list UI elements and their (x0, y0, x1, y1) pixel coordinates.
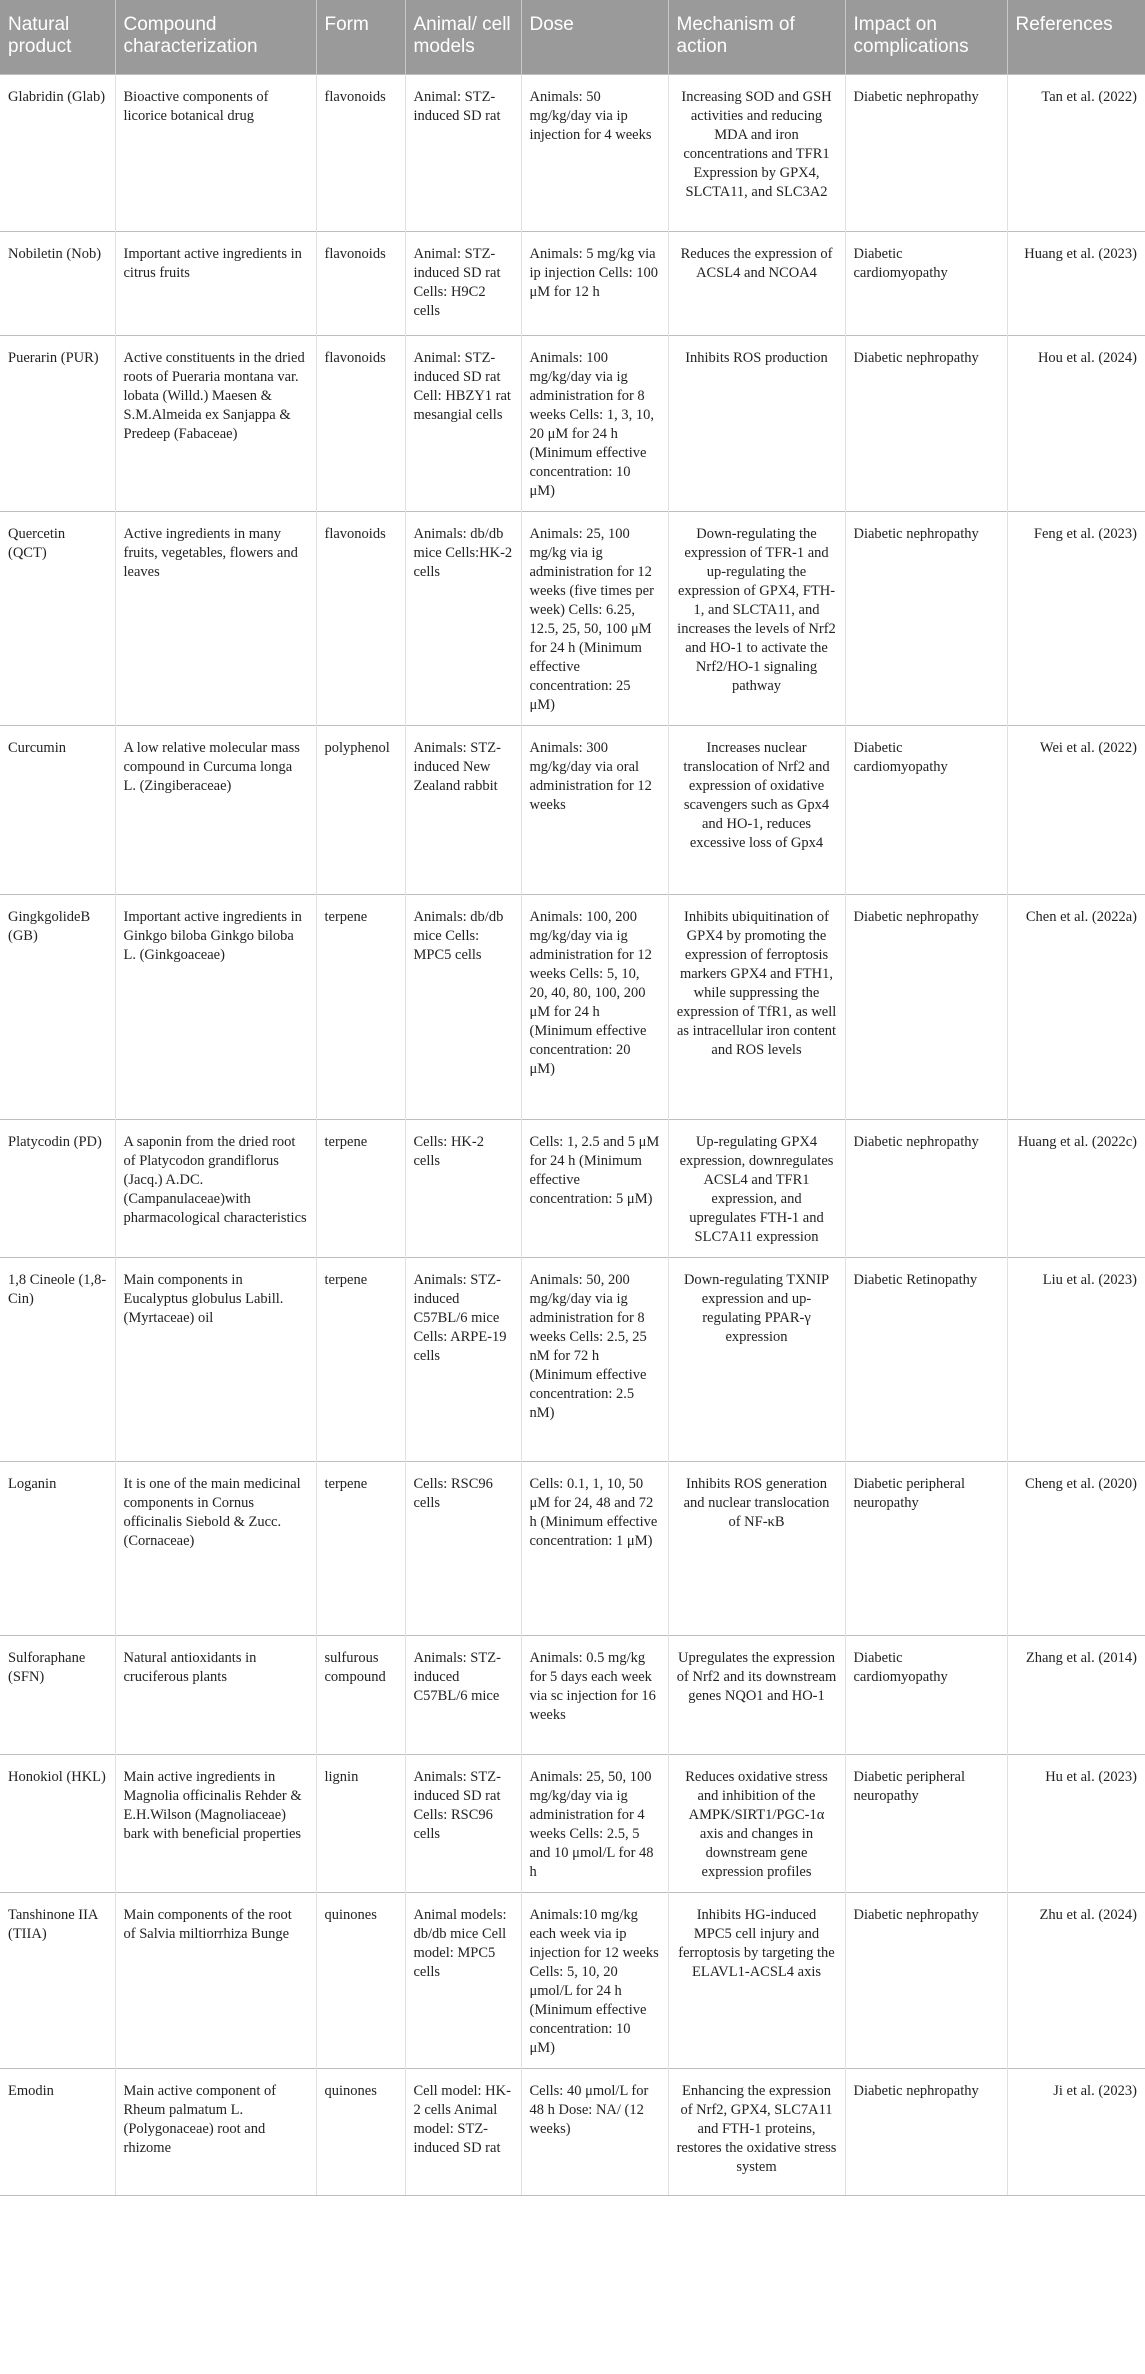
table-row (0, 1635, 1145, 1754)
cell-reference: Tan et al. (2022) (1007, 74, 1145, 231)
cell-reference: Zhu et al. (2024) (1007, 1892, 1145, 2068)
cell-mechanism: Down-regulating TXNIP expression and up-regulating PPAR-γ expression (668, 1257, 845, 1461)
header-compound-characterization: Compound characterization (115, 0, 316, 74)
cell-product: Honokiol (HKL) (0, 1754, 115, 1892)
table-row (0, 1754, 1145, 1892)
cell-dose: Animals: 25, 50, 100 mg/kg/day via ig administration for 4 weeks Cells: 2.5, 5 and 10 μmol/L for 48 h (521, 1754, 668, 1892)
cell-product: Loganin (0, 1461, 115, 1635)
table-header-row (0, 0, 1145, 74)
header-natural-product: Natural product (0, 0, 115, 74)
cell-reference: Huang et al. (2023) (1007, 231, 1145, 335)
table-row (0, 725, 1145, 894)
cell-form: terpene (316, 894, 405, 1119)
table-row (0, 894, 1145, 1119)
cell-models: Animals: STZ-induced C57BL/6 mice Cells: ARPE-19 cells (405, 1257, 521, 1461)
cell-compound: Main components of the root of Salvia miltiorrhiza Bunge (115, 1892, 316, 2068)
cell-form: flavonoids (316, 511, 405, 725)
cell-compound: Important active ingredients in citrus fruits (115, 231, 316, 335)
cell-product: Glabridin (Glab) (0, 74, 115, 231)
cell-impact: Diabetic Retinopathy (845, 1257, 1007, 1461)
cell-dose: Cells: 0.1, 1, 10, 50 μM for 24, 48 and 72 h (Minimum effective concentration: 1 μM) (521, 1461, 668, 1635)
cell-mechanism: Inhibits ROS production (668, 335, 845, 511)
table-row (0, 335, 1145, 511)
cell-reference: Zhang et al. (2014) (1007, 1635, 1145, 1754)
table-row (0, 1257, 1145, 1461)
cell-mechanism: Up-regulating GPX4 expression, downregulates ACSL4 and TFR1 expression, and upregulates FTH-1 and SLC7A11 expression (668, 1119, 845, 1257)
cell-reference: Hou et al. (2024) (1007, 335, 1145, 511)
cell-compound: A saponin from the dried root of Platycodon grandiflorus (Jacq.) A.DC. (Campanulaceae)with pharmacological characteristics (115, 1119, 316, 1257)
cell-reference: Feng et al. (2023) (1007, 511, 1145, 725)
cell-dose: Animals:10 mg/kg each week via ip injection for 12 weeks Cells: 5, 10, 20 μmol/L for 24 h (Minimum effective concentration: 10 μM) (521, 1892, 668, 2068)
cell-form: terpene (316, 1257, 405, 1461)
table-row (0, 231, 1145, 335)
cell-impact: Diabetic nephropathy (845, 74, 1007, 231)
cell-compound: Important active ingredients in Ginkgo biloba Ginkgo biloba L. (Ginkgoaceae) (115, 894, 316, 1119)
cell-impact: Diabetic cardiomyopathy (845, 231, 1007, 335)
cell-impact: Diabetic nephropathy (845, 1892, 1007, 2068)
cell-impact: Diabetic nephropathy (845, 894, 1007, 1119)
header-references: References (1007, 0, 1145, 74)
cell-product: GingkgolideB (GB) (0, 894, 115, 1119)
cell-form: terpene (316, 1119, 405, 1257)
cell-mechanism: Inhibits HG-induced MPC5 cell injury and ferroptosis by targeting the ELAVL1-ACSL4 axis (668, 1892, 845, 2068)
cell-dose: Animals: 100 mg/kg/day via ig administration for 8 weeks Cells: 1, 3, 10, 20 μM for 24 h (Minimum effective concentration: 10 μM) (521, 335, 668, 511)
cell-models: Animal models: db/db mice Cell model: MPC5 cells (405, 1892, 521, 2068)
cell-product: Tanshinone IIA (TIIA) (0, 1892, 115, 2068)
cell-mechanism: Inhibits ubiquitination of GPX4 by promoting the expression of ferroptosis markers GPX4 and FTH1, while suppressing the expression of TfR1, as well as intracellular iron content and ROS levels (668, 894, 845, 1119)
cell-form: flavonoids (316, 335, 405, 511)
cell-reference: Hu et al. (2023) (1007, 1754, 1145, 1892)
cell-mechanism: Increasing SOD and GSH activities and reducing MDA and iron concentrations and TFR1 Expression by GPX4, SLCTA11, and SLC3A2 (668, 74, 845, 231)
cell-compound: Main active component of Rheum palmatum L. (Polygonaceae) root and rhizome (115, 2068, 316, 2195)
cell-mechanism: Reduces the expression of ACSL4 and NCOA4 (668, 231, 845, 335)
header-mechanism-of-action: Mechanism of action (668, 0, 845, 74)
cell-dose: Animals: 300 mg/kg/day via oral administration for 12 weeks (521, 725, 668, 894)
cell-impact: Diabetic nephropathy (845, 1119, 1007, 1257)
header-impact-on-complications: Impact on complications (845, 0, 1007, 74)
header-animal-cell-models: Animal/ cell models (405, 0, 521, 74)
cell-form: flavonoids (316, 74, 405, 231)
cell-reference: Wei et al. (2022) (1007, 725, 1145, 894)
cell-impact: Diabetic peripheral neuropathy (845, 1754, 1007, 1892)
cell-product: Emodin (0, 2068, 115, 2195)
cell-product: 1,8 Cineole (1,8-Cin) (0, 1257, 115, 1461)
table-row (0, 74, 1145, 231)
cell-compound: Active constituents in the dried roots of Pueraria montana var. lobata (Willd.) Maesen & S.M.Almeida ex Sanjappa & Predeep (Fabaceae) (115, 335, 316, 511)
cell-mechanism: Inhibits ROS generation and nuclear translocation of NF-κB (668, 1461, 845, 1635)
cell-form: quinones (316, 2068, 405, 2195)
cell-models: Animals: db/db mice Cells: MPC5 cells (405, 894, 521, 1119)
cell-dose: Animals: 50 mg/kg/day via ip injection for 4 weeks (521, 74, 668, 231)
table-row (0, 1892, 1145, 2068)
cell-mechanism: Enhancing the expression of Nrf2, GPX4, SLC7A11 and FTH-1 proteins, restores the oxidative stress system (668, 2068, 845, 2195)
cell-dose: Animals: 50, 200 mg/kg/day via ig administration for 8 weeks Cells: 2.5, 25 nM for 72 h (Minimum effective concentration: 2.5 nM) (521, 1257, 668, 1461)
cell-product: Quercetin (QCT) (0, 511, 115, 725)
cell-form: terpene (316, 1461, 405, 1635)
cell-impact: Diabetic peripheral neuropathy (845, 1461, 1007, 1635)
cell-form: polyphenol (316, 725, 405, 894)
cell-reference: Liu et al. (2023) (1007, 1257, 1145, 1461)
cell-mechanism: Down-regulating the expression of TFR-1 and up-regulating the expression of GPX4, FTH-1, and SLCTA11, and increases the levels of Nrf2 and HO-1 to activate the Nrf2/HO-1 signaling pathway (668, 511, 845, 725)
cell-dose: Animals: 25, 100 mg/kg via ig administration for 12 weeks (five times per week) Cells: 6.25, 12.5, 25, 50, 100 μM for 24 h (Minimum effective concentration: 25 μM) (521, 511, 668, 725)
cell-dose: Animals: 5 mg/kg via ip injection Cells: 100 μM for 12 h (521, 231, 668, 335)
cell-mechanism: Upregulates the expression of Nrf2 and its downstream genes NQO1 and HO-1 (668, 1635, 845, 1754)
header-dose: Dose (521, 0, 668, 74)
cell-models: Animal: STZ-induced SD rat Cells: H9C2 cells (405, 231, 521, 335)
cell-dose: Animals: 0.5 mg/kg for 5 days each week via sc injection for 16 weeks (521, 1635, 668, 1754)
cell-dose: Cells: 1, 2.5 and 5 μM for 24 h (Minimum effective concentration: 5 μM) (521, 1119, 668, 1257)
cell-reference: Huang et al. (2022c) (1007, 1119, 1145, 1257)
cell-models: Animal: STZ-induced SD rat (405, 74, 521, 231)
cell-compound: Natural antioxidants in cruciferous plants (115, 1635, 316, 1754)
cell-models: Cells: RSC96 cells (405, 1461, 521, 1635)
cell-dose: Animals: 100, 200 mg/kg/day via ig administration for 12 weeks Cells: 5, 10, 20, 40, 80, 100, 200 μM for 24 h (Minimum effective concentration: 20 μM) (521, 894, 668, 1119)
cell-reference: Ji et al. (2023) (1007, 2068, 1145, 2195)
cell-impact: Diabetic cardiomyopathy (845, 1635, 1007, 1754)
cell-dose: Cells: 40 μmol/L for 48 h Dose: NA/ (12 weeks) (521, 2068, 668, 2195)
cell-impact: Diabetic nephropathy (845, 335, 1007, 511)
cell-compound: Active ingredients in many fruits, vegetables, flowers and leaves (115, 511, 316, 725)
cell-mechanism: Reduces oxidative stress and inhibition of the AMPK/SIRT1/PGC-1α axis and changes in downstream gene expression profiles (668, 1754, 845, 1892)
table-row (0, 1461, 1145, 1635)
cell-models: Animal: STZ-induced SD rat Cell: HBZY1 rat mesangial cells (405, 335, 521, 511)
table-row (0, 1119, 1145, 1257)
cell-form: lignin (316, 1754, 405, 1892)
cell-models: Cells: HK-2 cells (405, 1119, 521, 1257)
cell-product: Platycodin (PD) (0, 1119, 115, 1257)
cell-impact: Diabetic cardiomyopathy (845, 725, 1007, 894)
cell-reference: Cheng et al. (2020) (1007, 1461, 1145, 1635)
cell-form: flavonoids (316, 231, 405, 335)
header-form: Form (316, 0, 405, 74)
cell-models: Cell model: HK-2 cells Animal model: STZ-induced SD rat (405, 2068, 521, 2195)
cell-models: Animals: db/db mice Cells:HK-2 cells (405, 511, 521, 725)
cell-compound: Bioactive components of licorice botanical drug (115, 74, 316, 231)
cell-compound: Main components in Eucalyptus globulus Labill. (Myrtaceae) oil (115, 1257, 316, 1461)
cell-product: Puerarin (PUR) (0, 335, 115, 511)
cell-mechanism: Increases nuclear translocation of Nrf2 and expression of oxidative scavengers such as Gpx4 and HO-1, reduces excessive loss of Gpx4 (668, 725, 845, 894)
cell-product: Curcumin (0, 725, 115, 894)
cell-compound: It is one of the main medicinal components in Cornus officinalis Siebold & Zucc. (Cornaceae) (115, 1461, 316, 1635)
cell-models: Animals: STZ-induced C57BL/6 mice (405, 1635, 521, 1754)
cell-compound: A low relative molecular mass compound in Curcuma longa L. (Zingiberaceae) (115, 725, 316, 894)
cell-impact: Diabetic nephropathy (845, 511, 1007, 725)
cell-product: Sulforaphane (SFN) (0, 1635, 115, 1754)
cell-form: sulfurous compound (316, 1635, 405, 1754)
cell-impact: Diabetic nephropathy (845, 2068, 1007, 2195)
cell-models: Animals: STZ-induced SD rat Cells: RSC96 cells (405, 1754, 521, 1892)
table-row (0, 2068, 1145, 2195)
table-row (0, 511, 1145, 725)
cell-models: Animals: STZ-induced New Zealand rabbit (405, 725, 521, 894)
cell-reference: Chen et al. (2022a) (1007, 894, 1145, 1119)
cell-product: Nobiletin (Nob) (0, 231, 115, 335)
cell-compound: Main active ingredients in Magnolia officinalis Rehder & E.H.Wilson (Magnoliaceae) bark with beneficial properties (115, 1754, 316, 1892)
cell-form: quinones (316, 1892, 405, 2068)
